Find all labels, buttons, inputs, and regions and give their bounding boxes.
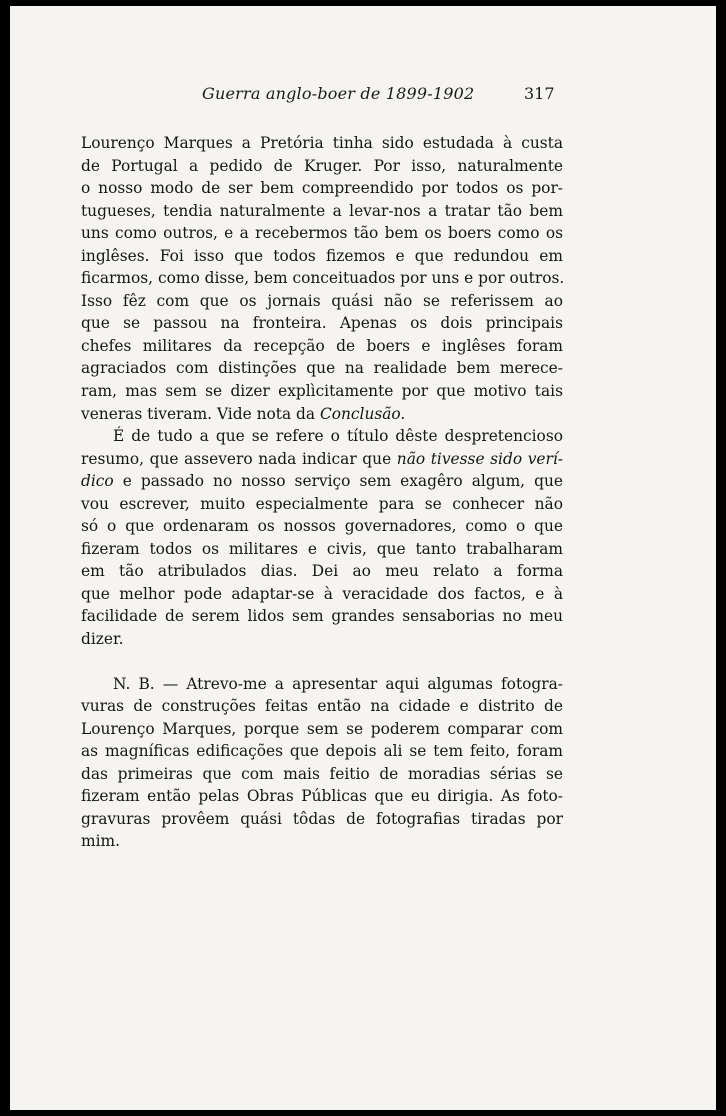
text-line: facilidade de serem lidos sem grandes sensaborias no meu: [81, 607, 563, 626]
italic-reference: Conclusão.: [319, 404, 406, 423]
text-line: vuras de construções feitas então na cidade e distrito de: [81, 697, 563, 716]
text-line: Lourenço Marques a Pretória tinha sido estudada à custa: [81, 134, 563, 152]
text-line: gravuras provêem quási tôdas de fotografias tiradas por: [81, 809, 563, 828]
text-line: chefes militares da recepção de boers e inglêses foram: [81, 336, 563, 355]
text-run: e passado no nosso serviço sem exagêro algum, que: [113, 472, 563, 491]
book-page: [10, 6, 716, 1110]
text-line: N. B. — Atrevo-me a apresentar aqui algumas fotogra-: [113, 674, 563, 693]
paragraph-spacer: [81, 651, 563, 673]
paragraph-2: [81, 425, 563, 650]
text-line: ficarmos, como disse, bem conceituados por uns e por outros.: [81, 269, 565, 288]
text-line: das primeiras que com mais feitio de moradias sérias se: [81, 764, 563, 783]
paragraph-1: [81, 132, 563, 425]
text-line: o nosso modo de ser bem compreendido por todos os por-: [81, 179, 563, 198]
text-line: uns como outros, e a recebermos tão bem os boers como os: [81, 224, 563, 243]
text-line: tugueses, tendia naturalmente a levar-nos a tratar tão bem: [81, 201, 563, 220]
italic-phrase: não tivesse sido verí-: [396, 449, 563, 468]
page-body: [81, 132, 563, 853]
text-line: [81, 448, 563, 471]
text-line: [81, 403, 563, 426]
text-line: de Portugal a pedido de Kruger. Por isso, naturalmente: [81, 156, 563, 175]
page-header: [10, 84, 716, 112]
text-line: agraciados com distinções que na realidade bem merece-: [81, 359, 563, 378]
running-title: Guerra anglo-boer de 1899-1902: [202, 84, 475, 103]
page-number: 317: [524, 84, 555, 103]
text-line: fizeram todos os militares e civis, que tanto trabalharam: [81, 539, 563, 558]
text-line: que melhor pode adaptar-se à veracidade dos factos, e à: [81, 584, 563, 603]
text-line: Isso fêz com que os jornais quási não se referissem ao: [81, 291, 563, 310]
text-line: vou escrever, muito especialmente para se conhecer não: [81, 494, 563, 513]
text-line: as magníficas edificações que depois ali se tem feito, foram: [81, 742, 563, 761]
text-run: resumo, que assevero nada indicar que: [81, 449, 397, 468]
text-line: dizer.: [81, 630, 124, 649]
text-line: inglêses. Foi isso que todos fizemos e que redundou em: [81, 246, 563, 265]
text-line: só o que ordenaram os nossos governadores, como o que: [81, 517, 563, 536]
nota-bene-paragraph: [81, 673, 563, 853]
text-line: Lourenço Marques, porque sem se poderem comparar com: [81, 719, 563, 738]
text-line: [81, 470, 563, 493]
text-line: mim.: [81, 832, 121, 851]
text-line: É de tudo a que se refere o título dêste despretencioso: [113, 427, 563, 446]
text-run: veneras tiveram. Vide nota da: [81, 404, 320, 423]
text-line: que se passou na fronteira. Apenas os dois principais: [81, 314, 563, 333]
text-line: em tão atribulados dias. Dei ao meu relato a forma: [81, 562, 563, 581]
italic-phrase: dico: [81, 472, 114, 491]
text-line: ram, mas sem se dizer explìcitamente por que motivo tais: [81, 382, 563, 401]
text-line: fizeram então pelas Obras Públicas que eu dirigia. As foto-: [81, 787, 563, 806]
